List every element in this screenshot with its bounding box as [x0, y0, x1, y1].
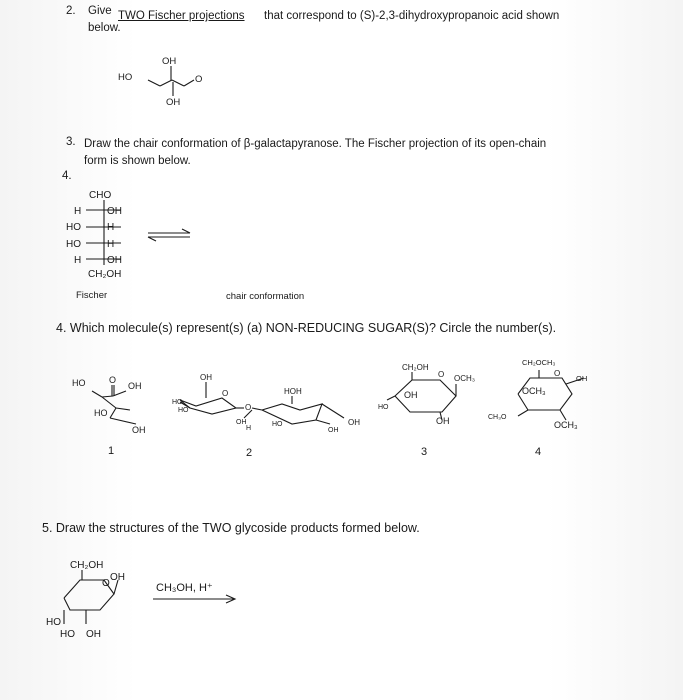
m2-number: 2	[246, 447, 253, 459]
q3-sub-number: 4.	[62, 170, 72, 182]
q2-text-line2: below.	[88, 22, 121, 34]
m2-ho3: HO	[272, 421, 283, 428]
fischer-bottom: CH₂OH	[88, 269, 122, 280]
q2-number: 2.	[66, 5, 76, 17]
m2-oh-mid: OH	[236, 419, 247, 426]
m3-och3: OCH₃	[454, 374, 476, 383]
fischer-r2-left: HO	[66, 222, 81, 233]
q5-ch2oh: CH₂OH	[70, 560, 104, 571]
q3-text-line1: Draw the chair conformation of β-galactapyranose. The Fischer projection of its open-chain	[84, 138, 547, 150]
m3-ch2oh: CH₂OH	[402, 363, 429, 372]
m3-oh2: OH	[436, 416, 450, 426]
q2-text-give: Give	[88, 5, 112, 17]
m2-o2: O	[245, 403, 252, 412]
m1-oh-bottom: OH	[132, 425, 146, 435]
m3-o: O	[438, 370, 445, 379]
q2-o: O	[195, 74, 203, 85]
m2-ho1: HO	[172, 399, 183, 406]
m3-ho: HO	[378, 404, 389, 411]
m4-ch3o: CH₃O	[488, 414, 507, 421]
m1-number: 1	[108, 445, 115, 457]
fischer-top: CHO	[89, 190, 112, 201]
fischer-r1-right: OH	[107, 206, 122, 217]
m2-ho2: HO	[178, 407, 189, 414]
m1-o: O	[109, 375, 117, 385]
fischer-label: Fischer	[76, 290, 108, 301]
fischer-r3-left: HO	[66, 239, 81, 250]
m2-oh-top: OH	[200, 373, 212, 382]
q5-oh-right: OH	[110, 572, 125, 583]
m2-hoh: HOH	[284, 387, 302, 396]
q3-number: 3.	[66, 136, 76, 148]
q5-reagent: CH₃OH, H⁺	[156, 582, 213, 594]
m4-oh: OH	[576, 374, 588, 383]
fischer-r1-left: H	[74, 206, 82, 217]
q5-o: O	[102, 578, 110, 589]
m2-oh-bot: OH	[328, 427, 339, 434]
molecule-2	[180, 382, 344, 424]
q3-text-line2: form is shown below.	[84, 155, 191, 167]
m2-h: H	[246, 425, 252, 432]
m4-ch2och3: CH₂OCH₃	[522, 358, 556, 367]
fischer-r4-left: H	[74, 255, 82, 266]
molecule-3	[387, 372, 456, 420]
q5-ho-left: HO	[46, 617, 61, 628]
m1-oh-right: OH	[128, 381, 142, 391]
q5-oh-bottom: OH	[86, 629, 101, 640]
m4-och3-2: OCH₃	[554, 420, 578, 430]
q4-text: 4. Which molecule(s) represent(s) (a) NON-REDUCING SUGAR(S)? Circle the number(s).	[56, 321, 557, 335]
m4-o: O	[554, 369, 561, 378]
m4-number: 4	[535, 446, 542, 458]
m3-number: 3	[421, 446, 428, 458]
fischer-r4-right: OH	[107, 255, 122, 266]
m1-ho-left: HO	[72, 378, 86, 388]
q2-structure	[148, 66, 194, 96]
m2-oh-right: OH	[348, 418, 360, 427]
q2-oh-top: OH	[162, 56, 177, 67]
q5-text: 5. Draw the structures of the TWO glycoside products formed below.	[42, 521, 420, 535]
m1-ho-bottom: HO	[94, 408, 108, 418]
chair-conformation-label: chair conformation	[226, 291, 305, 302]
q2-text-rest: that correspond to (S)-2,3-dihydroxypropanoic acid shown	[264, 10, 560, 22]
q2-oh-bottom: OH	[166, 97, 181, 108]
m3-oh1: OH	[404, 390, 418, 400]
reaction-arrow	[153, 595, 235, 603]
q5-ho-bottom: HO	[60, 629, 75, 640]
q2-ho: HO	[118, 72, 133, 83]
m2-o1: O	[222, 389, 229, 398]
equilibrium-arrow	[148, 229, 190, 241]
fischer-r2-right: H	[107, 222, 115, 233]
fischer-r3-right: H	[107, 239, 115, 250]
m4-och3-1: OCH₃	[522, 386, 546, 396]
q2-text-emph: TWO Fischer projections	[118, 10, 245, 22]
